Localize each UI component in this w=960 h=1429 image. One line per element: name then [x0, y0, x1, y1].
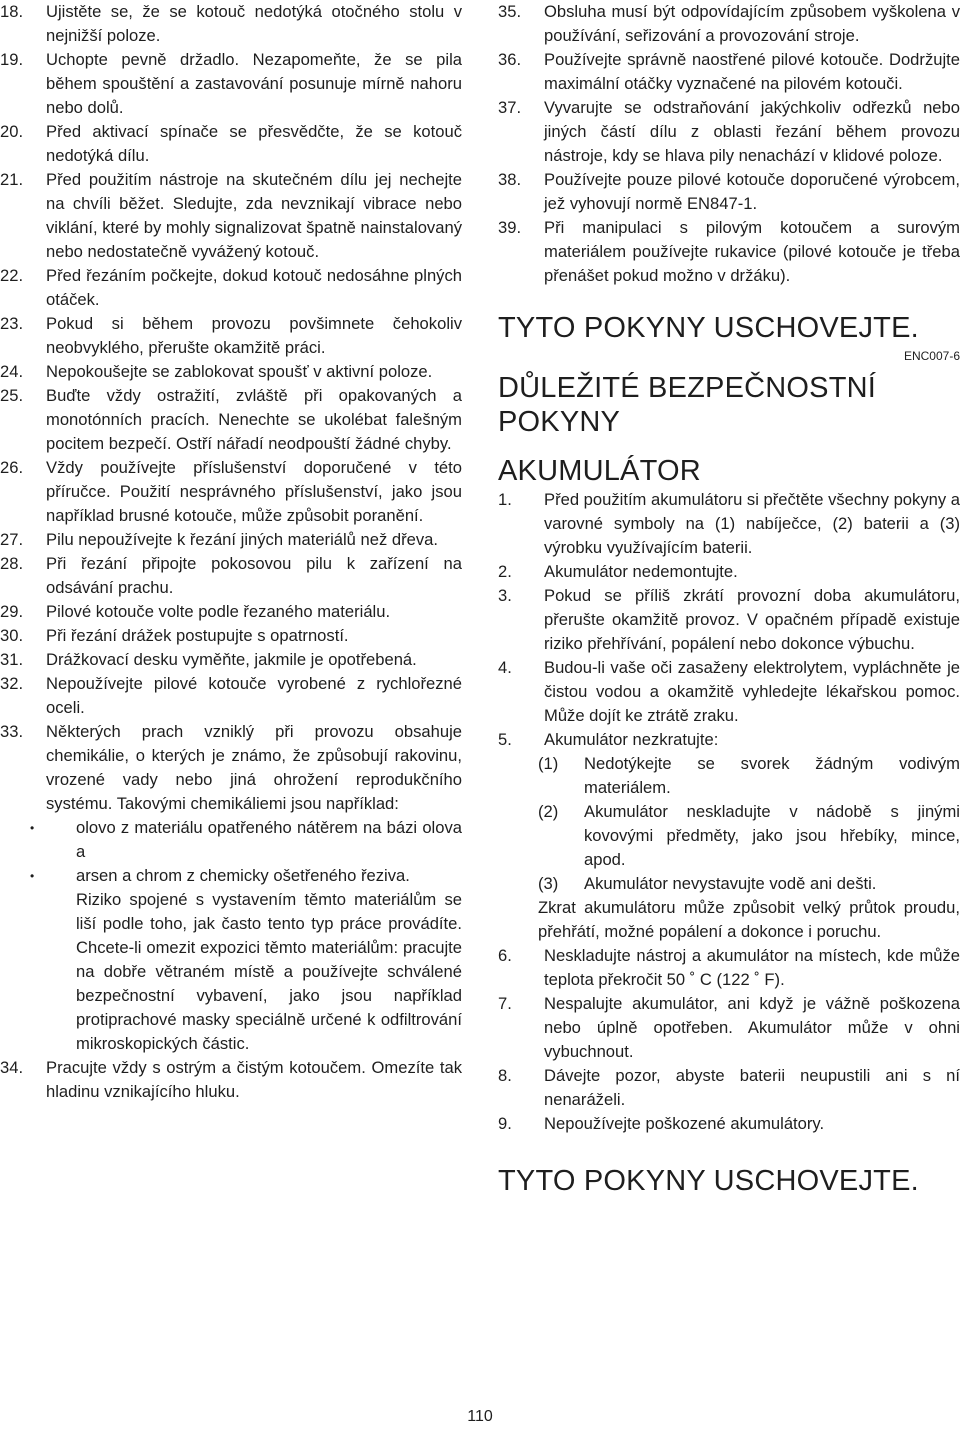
important-safety-heading: DŮLEŽITÉ BEZPEČNOSTNÍ POKYNY: [498, 372, 877, 438]
item-text: Akumulátor nedemontujte.: [544, 562, 738, 581]
item-text: Neskladujte nástroj a akumulátor na místech, kde může teplota překročit 50 ˚ C (122 ˚ F).: [544, 946, 960, 989]
item-number: (3): [538, 874, 559, 893]
item-text: Některých prach vzniklý při provozu obsahuje chemikálie, o kterých je známo, že způsobují rakovinu, vrozené vady nebo jiná ohrožení reprodukčního systému. Takovými chemikáliemi jsou například:: [46, 722, 462, 813]
list-item: [0, 120, 462, 168]
battery-heading: AKUMULÁTOR: [498, 455, 701, 487]
battery-items-list: [498, 488, 960, 752]
list-item: [498, 488, 960, 560]
keep-instructions-heading-2: TYTO POKYNY USCHOVEJTE.: [498, 1165, 919, 1197]
list-item: [498, 96, 960, 168]
item-number: 2.: [498, 562, 512, 581]
document-code: ENC007-6: [903, 349, 960, 363]
item-number: 23.: [0, 314, 24, 333]
item-number: 8.: [498, 1066, 512, 1085]
item-number: 30.: [0, 626, 24, 645]
right-items-list: [498, 0, 960, 288]
item-text: Nepoužívejte pilové kotouče vyrobené z rychlořezné oceli.: [46, 674, 462, 717]
item-number: 19.: [0, 50, 24, 69]
item-text: Dávejte pozor, abyste baterii neupustili ani s ní nenaráželi.: [544, 1066, 960, 1109]
item-text: Před aktivací spínače se přesvědčte, že se kotouč nedotýká dílu.: [46, 122, 462, 165]
list-item: [498, 1112, 960, 1136]
item-number: 28.: [0, 554, 24, 573]
bullet-dot-icon: •: [30, 821, 35, 835]
item-number: 4.: [498, 658, 512, 677]
item-text: Používejte správně naostřené pilové kotouče. Dodržujte maximální otáčky vyznačené na pilovém kotouči.: [544, 50, 960, 93]
list-item: [0, 1056, 462, 1104]
bullet-item: [0, 816, 462, 864]
list-item: [498, 216, 960, 288]
item-text: Nedotýkejte se svorek žádným vodivým materiálem.: [584, 754, 960, 797]
list-item: [0, 0, 462, 48]
item-text: Před použitím nástroje na skutečném dílu jej nechejte na chvíli běžet. Sledujte, zda nevznikají vibrace nebo viklání, které by mohly signalizovat špatně nainstalovaný nebo nedostatečně vyvážený kotouč.: [46, 170, 462, 261]
list-item: [0, 624, 462, 648]
item-number: 35.: [498, 2, 522, 21]
list-item: [0, 528, 462, 552]
item-text: Vždy používejte příslušenství doporučené v této příručce. Použití nesprávného příslušenství, jako jsou například brusné kotouče, může způsobit poranění.: [46, 458, 462, 525]
list-item: [498, 560, 960, 584]
item-number: (1): [538, 754, 559, 773]
item-number: 18.: [0, 2, 24, 21]
list-item: [0, 384, 462, 456]
list-item: [0, 168, 462, 264]
list-item: [498, 800, 960, 872]
list-item: [0, 552, 462, 600]
list-item: [0, 720, 462, 816]
item-text: Akumulátor nevystavujte vodě ani dešti.: [584, 874, 877, 893]
item-number: 6.: [498, 946, 512, 965]
right-column: [498, 0, 960, 1198]
list-item: [0, 456, 462, 528]
item-number: (2): [538, 802, 559, 821]
bullet-dot-icon: •: [30, 869, 35, 883]
item-text: Pilu nepoužívejte k řezání jiných materiálů než dřeva.: [46, 530, 439, 549]
item-text: Před řezáním počkejte, dokud kotouč nedosáhne plných otáček.: [46, 266, 462, 309]
list-item: [0, 264, 462, 312]
item-number: 36.: [498, 50, 522, 69]
item-number: 39.: [498, 218, 522, 237]
item-number: 9.: [498, 1114, 512, 1133]
short-circuit-sublist: [498, 752, 960, 896]
item-number: 33.: [0, 722, 24, 741]
keep-instructions-heading: TYTO POKYNY USCHOVEJTE.: [498, 312, 919, 344]
list-item: [498, 584, 960, 656]
list-item: [0, 600, 462, 624]
list-item: [498, 48, 960, 96]
page-number: 110: [467, 1408, 493, 1425]
list-item: [498, 1064, 960, 1112]
item-text: Drážkovací desku vyměňte, jakmile je opotřebená.: [46, 650, 417, 669]
item-number: 37.: [498, 98, 522, 117]
list-item: [498, 944, 960, 992]
list-item: [0, 48, 462, 120]
list-item: [498, 872, 960, 896]
list-item: [0, 672, 462, 720]
short-circuit-note: Zkrat akumulátoru může způsobit velký průtok proudu, přehřátí, možné popálení a dokonce i poruchu.: [538, 898, 960, 941]
item-number: 32.: [0, 674, 24, 693]
item-number: 3.: [498, 586, 512, 605]
risk-note: Riziko spojené s vystavením těmto materiálům se liší podle toho, jak často tento typ práce provádíte. Chcete-li omezit expozici těmto materiálům: pracujte na dobře větraném místě a používejte schválené bezpečnostní vybavení, jako jsou například protiprachové masky speciálně určené k odfiltrování mikroskopických částic.: [76, 890, 462, 1053]
item-number: 1.: [498, 490, 512, 509]
list-item: [0, 648, 462, 672]
list-item: [498, 0, 960, 48]
item-text: Při řezání drážek postupujte s opatrností.: [46, 626, 349, 645]
item-number: 38.: [498, 170, 522, 189]
chemicals-bullet-list: [0, 816, 462, 888]
list-item: [498, 992, 960, 1064]
item-number: 20.: [0, 122, 24, 141]
item-number: 24.: [0, 362, 24, 381]
bullet-text: arsen a chrom z chemicky ošetřeného řeziva.: [76, 866, 410, 885]
item-text: Budou-li vaše oči zasaženy elektrolytem, vypláchněte je čistou vodou a okamžitě vyhledejte lékařskou pomoc. Může dojít ke ztrátě zraku.: [544, 658, 960, 725]
list-item: [0, 312, 462, 360]
item-text: Pracujte vždy s ostrým a čistým kotoučem. Omezíte tak hladinu vznikajícího hluku.: [46, 1058, 462, 1101]
item-text: Nespalujte akumulátor, ani když je vážně poškozena nebo úplně opotřeben. Akumulátor může v ohni vybuchnout.: [544, 994, 960, 1061]
list-item: [498, 168, 960, 216]
left-column: [0, 0, 462, 1104]
bullet-text: olovo z materiálu opatřeného nátěrem na bázi olova a: [76, 818, 462, 861]
item-text: Ujistěte se, že se kotouč nedotýká otočného stolu v nejnižší poloze.: [46, 2, 462, 45]
item-number: 27.: [0, 530, 24, 549]
list-item: [0, 360, 462, 384]
item-number: 31.: [0, 650, 24, 669]
list-item: [498, 728, 960, 752]
list-item: [498, 656, 960, 728]
item-text: Při manipulaci s pilovým kotoučem a surovým materiálem používejte rukavice (pilové kotouče je třeba přenášet pokud možno v držáku).: [544, 218, 960, 285]
item-number: 5.: [498, 730, 512, 749]
list-item: [498, 752, 960, 800]
item-text: Buďte vždy ostražití, zvláště při opakovaných a monotónních pracích. Nenechte se ukolébat falešným pocitem bezpečí. Ostří nářadí neodpouští žádné chyby.: [46, 386, 462, 453]
item-text: Obsluha musí být odpovídajícím způsobem vyškolena v používání, seřizování a provozování stroje.: [544, 2, 960, 45]
item-number: 34.: [0, 1058, 24, 1077]
item-text: Používejte pouze pilové kotouče doporučené výrobcem, jež vyhovují normě EN847-1.: [544, 170, 960, 213]
item-text: Pilové kotouče volte podle řezaného materiálu.: [46, 602, 391, 621]
bullet-item: [0, 864, 462, 888]
item-number: 26.: [0, 458, 24, 477]
item-number: 21.: [0, 170, 24, 189]
item-number: 25.: [0, 386, 24, 405]
left-items-list: [0, 0, 462, 816]
item-number: 7.: [498, 994, 512, 1013]
item-number: 22.: [0, 266, 24, 285]
item-text: Při řezání připojte pokosovou pilu k zařízení na odsávání prachu.: [46, 554, 462, 597]
item-text: Uchopte pevně držadlo. Nezapomeňte, že se pila během spouštění a zastavování posunuje mírně nahoru nebo dolů.: [46, 50, 462, 117]
item-text: Pokud si během provozu povšimnete čehokoliv neobvyklého, přerušte okamžitě práci.: [46, 314, 462, 357]
item-text: Akumulátor nezkratujte:: [544, 730, 719, 749]
item-text: Akumulátor neskladujte v nádobě s jinými kovovými předměty, jako jsou hřebíky, mince, apod.: [584, 802, 960, 869]
item-text: Nepokoušejte se zablokovat spoušť v aktivní poloze.: [46, 362, 433, 381]
battery-items-list-continued: [498, 944, 960, 1136]
item-text: Pokud se příliš zkrátí provozní doba akumulátoru, přerušte okamžitě provoz. V opačném případě existuje riziko přehřívání, popálení nebo dokonce výbuchu.: [544, 586, 960, 653]
item-text: Vyvarujte se odstraňování jakýchkoliv odřezků nebo jiných částí dílu z oblasti řezání během provozu nástroje, kdy se hlava pily nenachází v klidové poloze.: [544, 98, 960, 165]
item-text: Nepoužívejte poškozené akumulátory.: [544, 1114, 825, 1133]
item-text: Před použitím akumulátoru si přečtěte všechny pokyny a varovné symboly na (1) nabíječce, (2) baterii a (3) výrobku využívajícím baterii.: [544, 490, 960, 557]
item-number: 29.: [0, 602, 24, 621]
